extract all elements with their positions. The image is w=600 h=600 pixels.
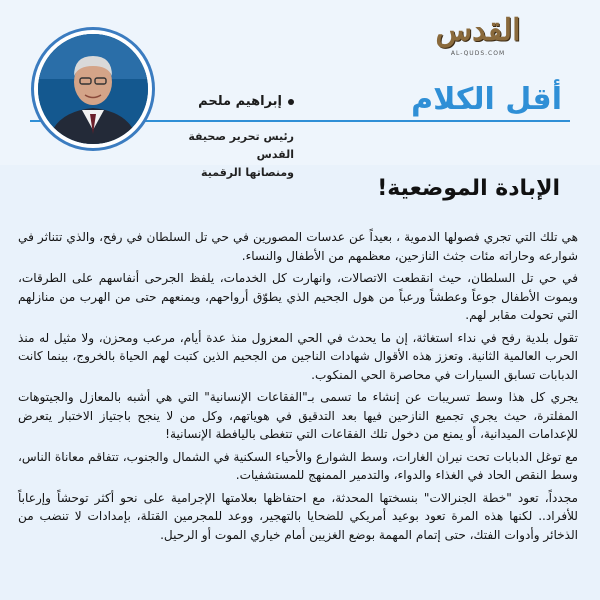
- logo-wordmark: القدس: [435, 13, 521, 48]
- article-paragraph: مجدداً، تعود "خطة الجنرالات" بنسختها المحدثة، مع احتفاظها بعلامتها الإجرامية على نحو أكثر توحشاً وإرعاباً للأفراد.. لكنها هذه المرة تعود بوعيد أمريكي للضحايا بالتهجير، ووعد للمجرمين القتلة، بإمدادات لا تنضب من الذخائر وأدوات الفتك، حتى إتمام المهمة بوضع الغزيين أمام خياري الموت أو الرحيل.: [18, 490, 578, 542]
- article-paragraph: تقول بلدية رفح في نداء استغاثة، إن ما يحدث في الحي المعزول منذ عدة أيام، مرعب ومحزن، ولا مثيل له منذ الحرب العالمية الثانية. وتعزز هذه الأقوال شهادات الناجين من الجحيم الذين كتبت لهم الحياة بالخروج، بينما كانت الدبابات تسابق السيارات في محاصرة الحي المنكوب.: [18, 330, 578, 382]
- author-role: [154, 128, 294, 182]
- author-role-line2: ومنصاتها الرقمية: [201, 166, 294, 179]
- author-avatar: [34, 30, 152, 148]
- article-paragraph: في حي تل السلطان، حيث انقطعت الاتصالات، وانهارت كل الخدمات، يلفظ الجرحى أنفاسهم على الطرقات، ويموت الأطفال جوعاً وعطشاً ورعباً من هول الجحيم الذي يطوّق أرواحهم، ويمنعهم حتى من الهرب من منازلهم التي تحولت مقابر لهم.: [18, 271, 578, 322]
- article-paragraph: مع توغل الدبابات تحت نيران الغارات، وسط الشوارع والأحياء السكنية في الشمال والجنوب، تتفاقم معاناة الناس، وسط النقص الحاد في الغذاء والدواء، والتدمير الممنهج للمستشفيات.: [18, 449, 578, 482]
- newspaper-logo: [418, 14, 538, 76]
- article-paragraph: هي تلك التي تجري فصولها الدموية ، بعيداً عن عدسات المصورين في حي تل السلطان في رفح، والذي تتناثر في شوارعه وحاراته مئات جثث النازحين، معظمهم من الأطفال والنساء.: [18, 230, 578, 263]
- author-role-line1: رئيس تحرير صحيفة القدس: [188, 130, 294, 161]
- author-block: [20, 30, 320, 179]
- author-portrait-icon: [38, 34, 148, 144]
- article-body: [18, 228, 578, 548]
- author-name-text: إبراهيم ملحم: [198, 94, 282, 109]
- column-name: أقل الكلام: [411, 82, 562, 117]
- logo-subtitle: AL-QUDS.COM: [450, 50, 506, 57]
- article-headline: الإبادة الموضعية!: [377, 176, 560, 201]
- author-name: [154, 94, 294, 109]
- bullet-icon: [288, 99, 294, 105]
- article-paragraph: يجري كل هذا وسط تسريبات عن إنشاء ما تسمى بـ"الفقاعات الإنسانية" التي هي أشبه بالمعازل والجيتوهات المفلترة، حيث يجري تجميع النازحين فيها بعد التدقيق في هوياتهم، وكل من لا ينجح باجتياز الاختبار يتعرض للإعدامات الميدانية، أو يمنع من دخول تلك الفقاعات التي تتغطى باليافطة الإنسانية!: [18, 390, 578, 441]
- header-area: [0, 0, 600, 179]
